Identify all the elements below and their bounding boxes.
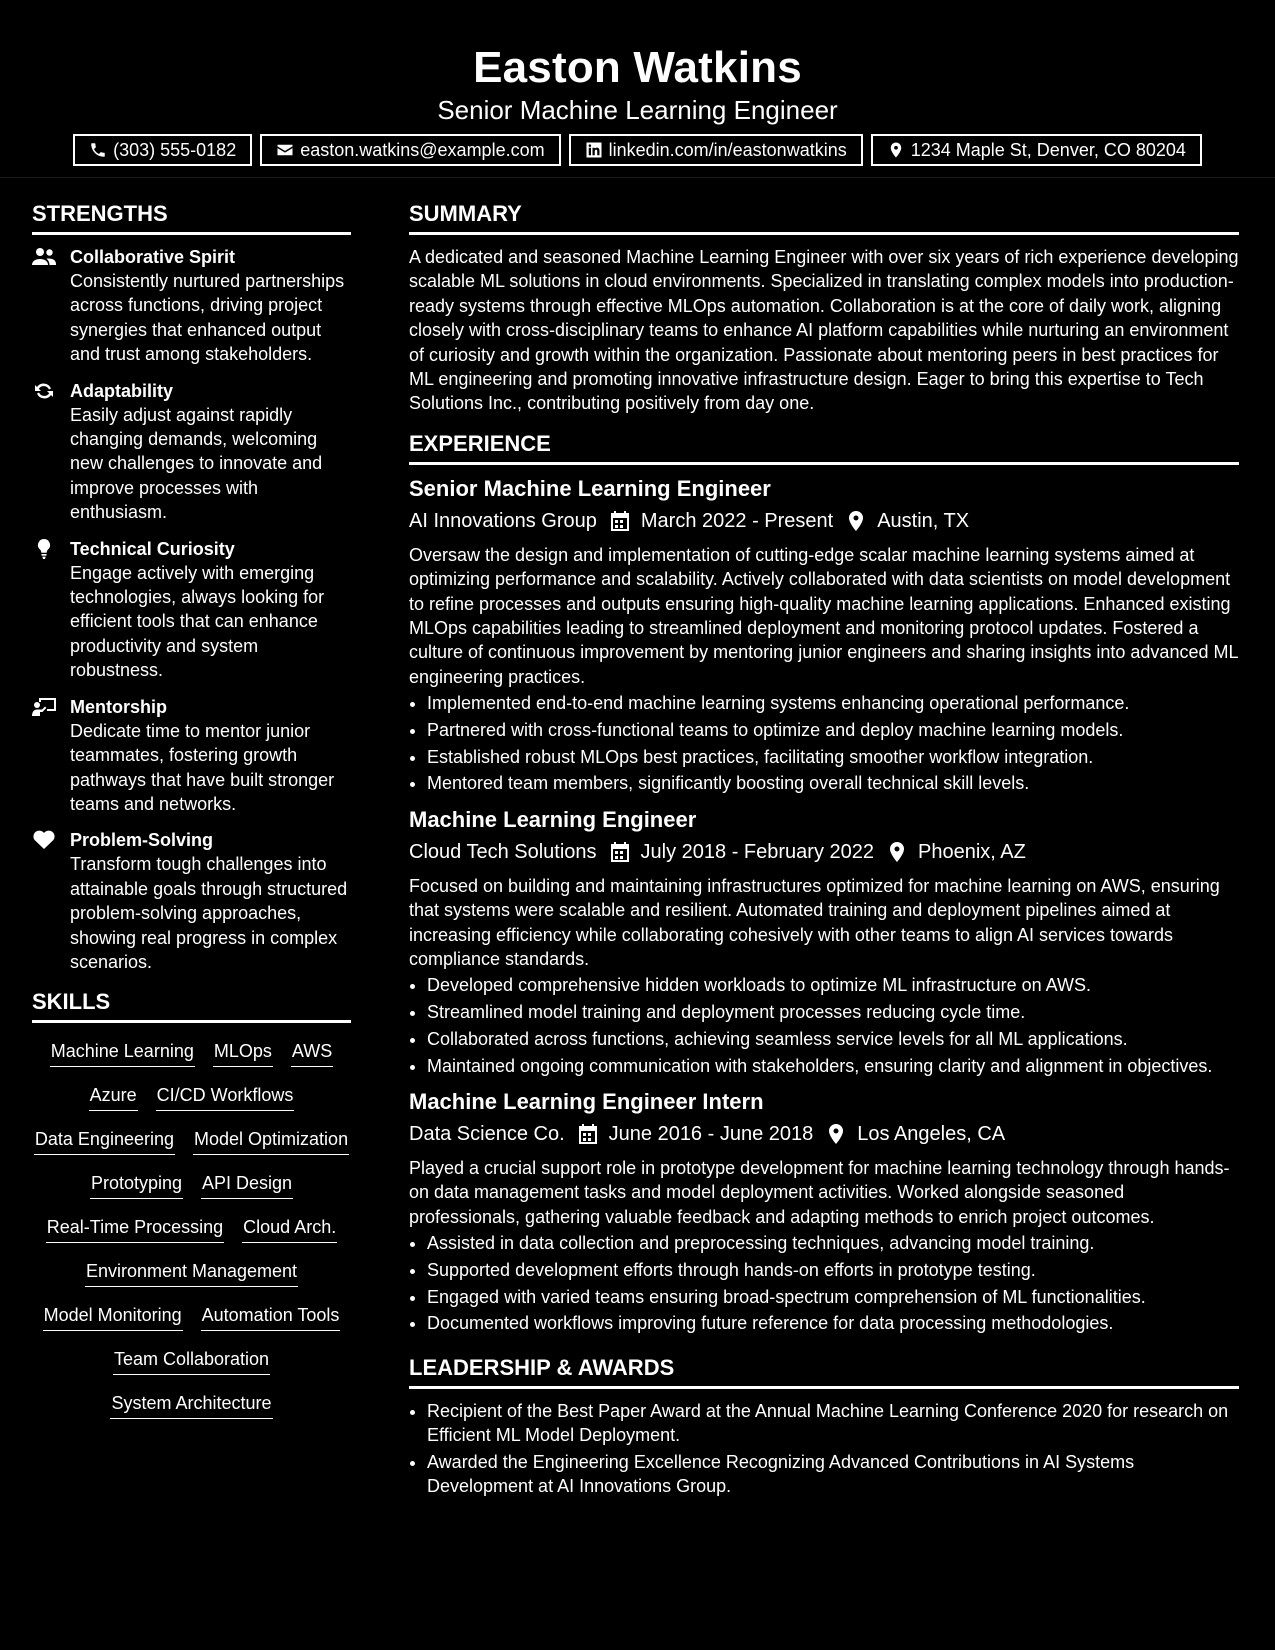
strength-item (32, 695, 351, 817)
left-column (32, 200, 351, 1501)
job-description: Played a crucial support role in prototype development for machine learning technology through hands-on data management tasks and model deployment activities. Worked alongside seasoned professionals, gathering valuable feedback and adapting methods to enrich project outcomes. (409, 1157, 1230, 1227)
job-bullet: • Partnered with cross-functional teams to optimize and deploy machine learning models. (427, 718, 1239, 742)
job-entry (409, 475, 1239, 796)
job-meta (409, 838, 1239, 866)
job-bullet: • Supported development efforts through hands-on efforts in prototype testing. (427, 1258, 1239, 1282)
right-column (409, 200, 1239, 1501)
calendar-icon (611, 842, 629, 862)
job-bullet: • Mentored team members, significantly boosting overall technical skill levels. (427, 771, 1239, 795)
job-bullet: • Developed comprehensive hidden workloads to optimize ML infrastructure on AWS. (427, 973, 1239, 997)
strength-desc: Dedicate time to mentor junior teammates, fostering growth pathways that have built stronger teams and networks. (70, 720, 335, 814)
experience-heading: EXPERIENCE (409, 430, 1239, 465)
award-item: • Recipient of the Best Paper Award at the Annual Machine Learning Conference 2020 for research on Efficient ML Model Deployment. (427, 1399, 1239, 1448)
linkedin-icon (585, 141, 603, 159)
contact-address-text: 1234 Maple St, Denver, CO 80204 (910, 139, 1186, 160)
strength-title: Adaptability (70, 380, 174, 401)
strength-desc: Easily adjust against rapidly changing demands, welcoming new challenges to innovate and improve processes with enthusiasm. (70, 404, 323, 523)
skill-tag: Data Engineering (34, 1127, 175, 1155)
job-location: Phoenix, AZ (918, 840, 1026, 863)
contact-linkedin[interactable] (569, 134, 863, 166)
resume-body (0, 178, 1275, 1501)
strength-desc: Engage actively with emerging technologies, always looking for efficient tools that can enhance productivity and system robustness. (70, 562, 325, 681)
skill-tag: Environment Management (85, 1259, 298, 1287)
teacher-icon (32, 697, 56, 717)
strength-title: Mentorship (70, 696, 167, 717)
email-icon (276, 141, 294, 159)
job-bullet: • Engaged with varied teams ensuring broad-spectrum comprehension of ML functionalities. (427, 1285, 1239, 1309)
job-bullets (409, 691, 1239, 796)
job-meta (409, 1120, 1239, 1148)
award-item: • Awarded the Engineering Excellence Recognizing Advanced Contributions in AI Systems Development at AI Innovations Group. (427, 1450, 1239, 1499)
location-icon (827, 1124, 845, 1144)
candidate-title: Senior Machine Learning Engineer (437, 95, 838, 125)
strength-title: Technical Curiosity (70, 538, 235, 559)
job-description: Focused on building and maintaining infrastructures optimized for machine learning on AWS, ensuring that systems were scalable and resilient. Automated training and deployment pipelines aimed at increasing efficiency while collaborating cohesively with other teams to align AI services towards compliance standards. (409, 875, 1220, 970)
heart-icon (32, 830, 56, 850)
location-icon (847, 511, 865, 531)
contact-phone-text: (303) 555-0182 (113, 139, 237, 160)
contact-phone[interactable] (73, 134, 252, 166)
strength-item (32, 828, 351, 974)
job-entry (409, 1088, 1239, 1336)
job-description: Oversaw the design and implementation of cutting-edge scalar machine learning systems aimed at optimizing performance and scalability. Actively collaborated with data scientists on model development to refine processes and outputs ensuring high-quality machine learning applications. Enhanced existing MLOps capabilities leading to streamlined deployment and monitoring protocol updates. Fostered a culture of continuous improvement by mentoring junior engineers and sharing insights into advanced ML engineering practices. (409, 544, 1238, 687)
refresh-icon (32, 381, 56, 401)
job-title: Machine Learning Engineer Intern (409, 1088, 764, 1114)
job-title: Machine Learning Engineer (409, 806, 697, 832)
awards-list (409, 1399, 1239, 1499)
skill-tag: Model Optimization (193, 1127, 349, 1155)
skills-list (32, 1033, 351, 1419)
skill-tag: Real-Time Processing (46, 1215, 224, 1243)
skill-tag: AWS (291, 1039, 333, 1067)
job-company: AI Innovations Group (409, 509, 597, 532)
job-location: Los Angeles, CA (857, 1122, 1006, 1145)
job-bullet: • Implemented end-to-end machine learning systems enhancing operational performance. (427, 691, 1239, 715)
location-icon (887, 141, 905, 159)
users-icon (32, 247, 56, 267)
candidate-name: Easton Watkins (473, 43, 802, 92)
skill-tag: Model Monitoring (43, 1303, 183, 1331)
contact-email-text: easton.watkins@example.com (300, 139, 545, 160)
job-bullets (409, 1231, 1239, 1336)
location-icon (888, 842, 906, 862)
contact-bar (0, 134, 1275, 166)
strength-item (32, 245, 351, 367)
job-bullet: • Maintained ongoing communication with stakeholders, ensuring clarity and alignment in objectives. (427, 1054, 1239, 1078)
lightbulb-icon (32, 539, 56, 559)
summary-heading: SUMMARY (409, 200, 1239, 235)
job-dates: July 2018 - February 2022 (640, 840, 874, 863)
resume-header (0, 0, 1275, 178)
strength-desc: Transform tough challenges into attainable goals through structured problem-solving approaches, showing real progress in complex scenarios. (70, 854, 348, 972)
job-dates: March 2022 - Present (640, 509, 834, 532)
contact-linkedin-text: linkedin.com/in/eastonwatkins (608, 139, 847, 160)
job-company: Cloud Tech Solutions (409, 840, 597, 863)
calendar-icon (611, 511, 629, 531)
job-dates: June 2016 - June 2018 (608, 1122, 814, 1145)
job-entry (409, 806, 1239, 1078)
job-bullet: • Streamlined model training and deployment processes reducing cycle time. (427, 1000, 1239, 1024)
phone-icon (89, 141, 107, 159)
skill-tag: System Architecture (110, 1391, 272, 1419)
awards-heading: LEADERSHIP & AWARDS (409, 1354, 1239, 1389)
skills-heading: SKILLS (32, 988, 351, 1023)
skill-tag: Automation Tools (201, 1303, 341, 1331)
skill-tag: CI/CD Workflows (156, 1083, 295, 1111)
skill-tag: API Design (201, 1171, 293, 1199)
strengths-heading: STRENGTHS (32, 200, 351, 235)
skill-tag: Team Collaboration (113, 1347, 270, 1375)
job-bullet: • Collaborated across functions, achieving seamless service levels for all ML applications. (427, 1027, 1239, 1051)
strength-title: Problem-Solving (70, 830, 214, 851)
skill-tag: Azure (89, 1083, 138, 1111)
job-bullet: • Established robust MLOps best practices, facilitating smoother workflow integration. (427, 745, 1239, 769)
job-company: Data Science Co. (409, 1122, 565, 1145)
job-bullet: • Assisted in data collection and preprocessing techniques, advancing model training. (427, 1231, 1239, 1255)
contact-email[interactable] (260, 134, 560, 166)
job-bullet: • Documented workflows improving future reference for data processing methodologies. (427, 1311, 1239, 1335)
summary-text: A dedicated and seasoned Machine Learning Engineer with over six years of rich experience developing scalable ML solutions in cloud environments. Specialized in translating complex models into production-ready systems through effective MLOps automation. Collaboration is at the core of daily work, aligning closely with cross-disciplinary teams to enhance AI platform capabilities while nurturing an environment of curiosity and growth within the organization. Passionate about mentoring peers in best practices for ML engineering and promoting innovative infrastructure design. Eager to bring this expertise to Tech Solutions Inc., contributing positively from day one. (409, 247, 1239, 414)
skill-tag: MLOps (213, 1039, 273, 1067)
skill-tag: Prototyping (90, 1171, 183, 1199)
skill-tag: Cloud Arch. (242, 1215, 337, 1243)
strength-item (32, 379, 351, 525)
strength-title: Collaborative Spirit (70, 247, 236, 267)
strength-item (32, 537, 351, 683)
job-bullets (409, 973, 1239, 1078)
skill-tag: Machine Learning (50, 1039, 195, 1067)
calendar-icon (579, 1124, 597, 1144)
job-meta (409, 507, 1239, 535)
contact-address[interactable] (871, 134, 1202, 166)
job-title: Senior Machine Learning Engineer (409, 475, 771, 501)
job-location: Austin, TX (877, 509, 970, 532)
strength-desc: Consistently nurtured partnerships across functions, driving project synergies that enhanced output and trust among stakeholders. (70, 271, 345, 365)
